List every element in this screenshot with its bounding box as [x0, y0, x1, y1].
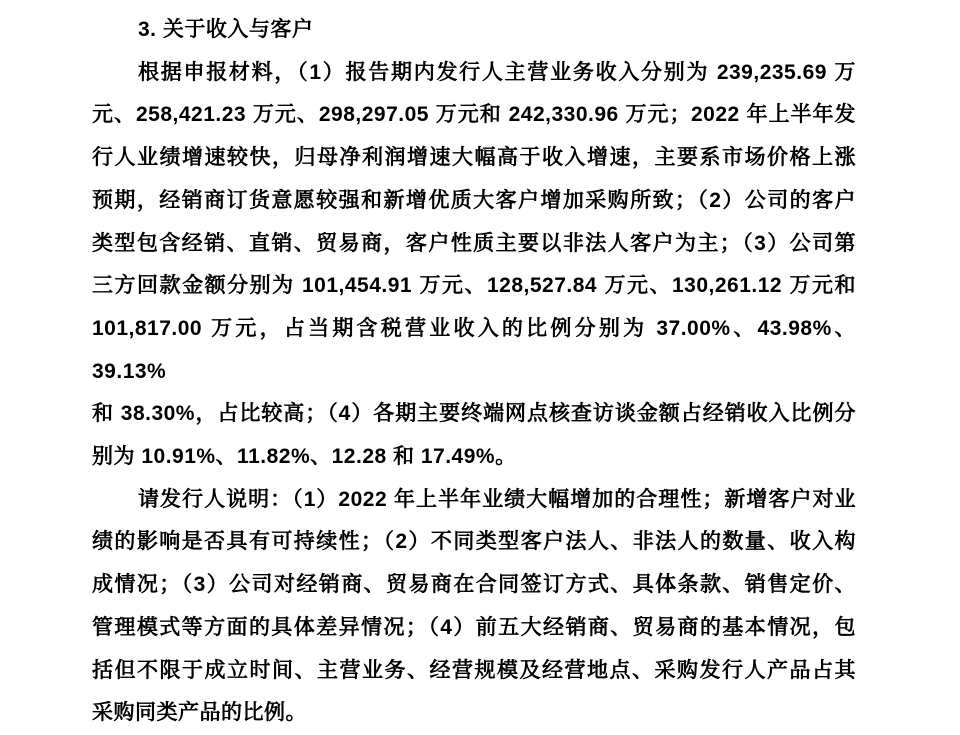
paragraph-line: 三方回款金额分别为 101,454.91 万元、128,527.84 万元、130,261.12 万元和 — [92, 274, 856, 298]
paragraph-line: 括但不限于成立时间、主营业务、经营规模及经营地点、采购发行人产品占其 — [92, 658, 856, 682]
paragraph-line: 别为 10.91%、11.82%、12.28 和 17.49%。 — [92, 445, 517, 469]
paragraph-line: 成情况；（3）公司对经销商、贸易商在合同签订方式、具体条款、销售定价、 — [92, 573, 856, 597]
paragraph-line: 采购同类产品的比例。 — [92, 701, 307, 725]
paragraph-line: 请发行人说明：（1）2022 年上半年业绩大幅增加的合理性；新增客户对业 — [138, 487, 856, 511]
section-heading: 3. 关于收入与客户 — [138, 18, 314, 41]
paragraph-line: 类型包含经销、直销、贸易商，客户性质主要以非法人客户为主；（3）公司第 — [92, 231, 856, 255]
paragraph-line: 行人业绩增速较快，归母净利润增速大幅高于收入增速，主要系市场价格上涨 — [92, 146, 856, 170]
paragraph-line: 和 38.30%，占比较高；（4）各期主要终端网点核查访谈金额占经销收入比例分 — [92, 402, 856, 426]
paragraph-line: 管理模式等方面的具体差异情况；（4）前五大经销商、贸易商的基本情况，包 — [92, 615, 856, 639]
paragraph-line: 101,817.00 万元，占当期含税营业收入的比例分别为 37.00%、43.98%、39.13% — [92, 316, 856, 383]
paragraph-line: 预期，经销商订货意愿较强和新增优质大客户增加采购所致；（2）公司的客户 — [92, 188, 856, 212]
paragraph-2 — [92, 479, 856, 735]
paragraph-1 — [92, 52, 856, 479]
paragraph-line: 元、258,421.23 万元、298,297.05 万元和 242,330.96 万元；2022 年上半年发 — [92, 103, 856, 127]
paragraph-line: 根据申报材料，（1）报告期内发行人主营业务收入分别为 239,235.69 万 — [138, 60, 856, 84]
paragraph-line: 绩的影响是否具有可持续性；（2）不同类型客户法人、非法人的数量、收入构 — [92, 530, 856, 554]
